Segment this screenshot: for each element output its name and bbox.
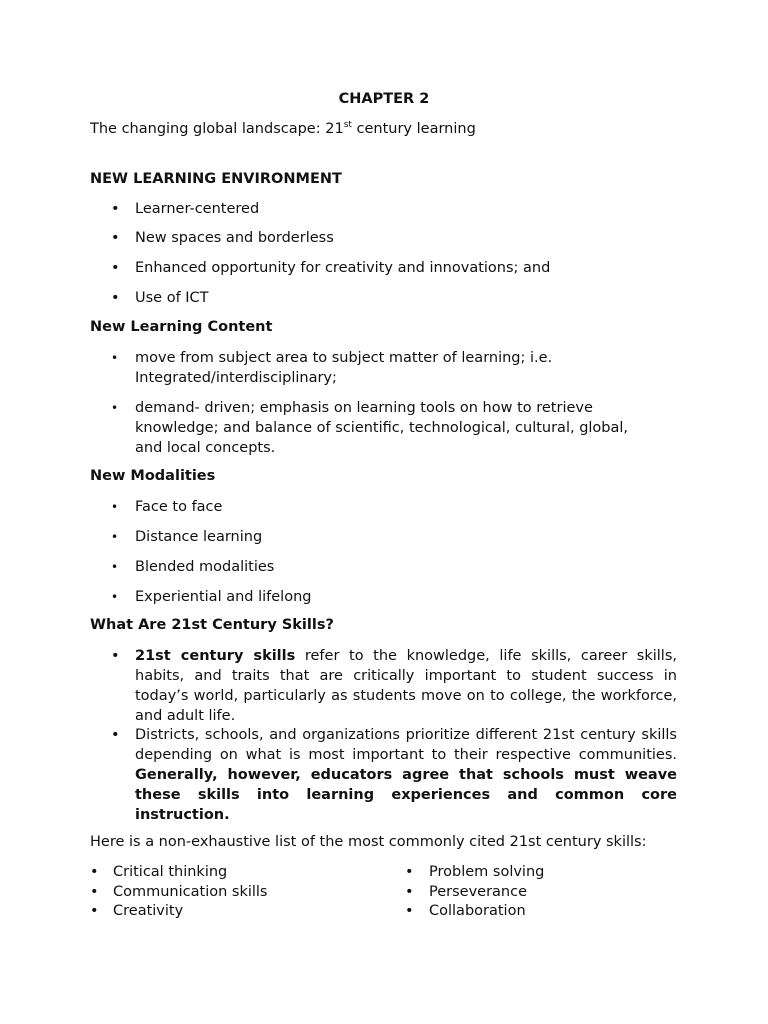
bullet-icon: • (111, 401, 119, 415)
list-item-skills-definition (135, 646, 677, 726)
bullet-icon: • (111, 290, 120, 306)
bullet-icon: • (111, 727, 120, 743)
skill-item: Critical thinking (113, 864, 228, 880)
subtitle-text-end: century learning (351, 121, 476, 137)
chapter-subtitle (90, 121, 476, 137)
section-heading-21st-century-skills: What Are 21st Century Skills? (90, 617, 334, 633)
list-item: Experiential and lifelong (135, 589, 312, 605)
bullet-icon: • (111, 590, 119, 604)
list-item: demand- driven; emphasis on learning tools on how to retrieve knowledge; and balance of scientific, technological, cultural, global, and local concepts. (135, 400, 629, 456)
priorities-text: Districts, schools, and organizations prioritize different 21st century skills depending on what is most important to their respective communities. (135, 727, 677, 763)
section-heading-new-learning-content: New Learning Content (90, 319, 273, 335)
list-item: Distance learning (135, 529, 263, 545)
skills-term: 21st century skills (135, 648, 296, 664)
list-item: Learner-centered (135, 201, 260, 217)
skills-list-intro: Here is a non-exhaustive list of the most commonly cited 21st century skills: (90, 834, 647, 850)
skill-item: Collaboration (429, 903, 526, 919)
bullet-icon: • (111, 230, 120, 246)
list-item: Use of ICT (135, 290, 209, 306)
list-item: Blended modalities (135, 559, 275, 575)
skill-item: Problem solving (429, 864, 545, 880)
bullet-icon: • (111, 260, 120, 276)
list-item: Face to face (135, 499, 223, 515)
chapter-title: CHAPTER 2 (338, 91, 430, 107)
list-item: New spaces and borderless (135, 230, 334, 246)
bullet-icon: • (405, 864, 414, 880)
bullet-icon: • (90, 864, 99, 880)
section-heading-new-learning-environment: NEW LEARNING ENVIRONMENT (90, 171, 342, 187)
priorities-emphasis: Generally, however, educators agree that schools must weave these skills into learning experiences and common core instruction. (135, 767, 677, 823)
subtitle-text: The changing global landscape: 21 (90, 121, 344, 137)
bullet-icon: • (111, 351, 119, 365)
list-item: Enhanced opportunity for creativity and innovations; and (135, 260, 551, 276)
bullet-icon: • (90, 903, 99, 919)
list-item: move from subject area to subject matter of learning; i.e. Integrated/interdisciplinary; (135, 350, 553, 386)
subtitle-superscript: st (343, 120, 352, 131)
bullet-icon: • (90, 884, 99, 900)
bullet-icon: • (111, 648, 120, 664)
skills-definition-text: refer to the knowledge, life skills, career skills, habits, and traits that are critically important to student success in today’s world, particularly as students move on to college, the workforce, and adult life. (135, 648, 677, 724)
skill-item: Perseverance (429, 884, 528, 900)
skill-item: Creativity (113, 903, 184, 919)
bullet-icon: • (111, 201, 120, 217)
bullet-icon: • (111, 560, 119, 574)
list-item-skills-priorities (135, 725, 677, 825)
bullet-icon: • (405, 884, 414, 900)
skill-item: Communication skills (113, 884, 268, 900)
section-heading-new-modalities: New Modalities (90, 468, 216, 484)
bullet-icon: • (405, 903, 414, 919)
bullet-icon: • (111, 500, 119, 514)
bullet-icon: • (111, 530, 119, 544)
